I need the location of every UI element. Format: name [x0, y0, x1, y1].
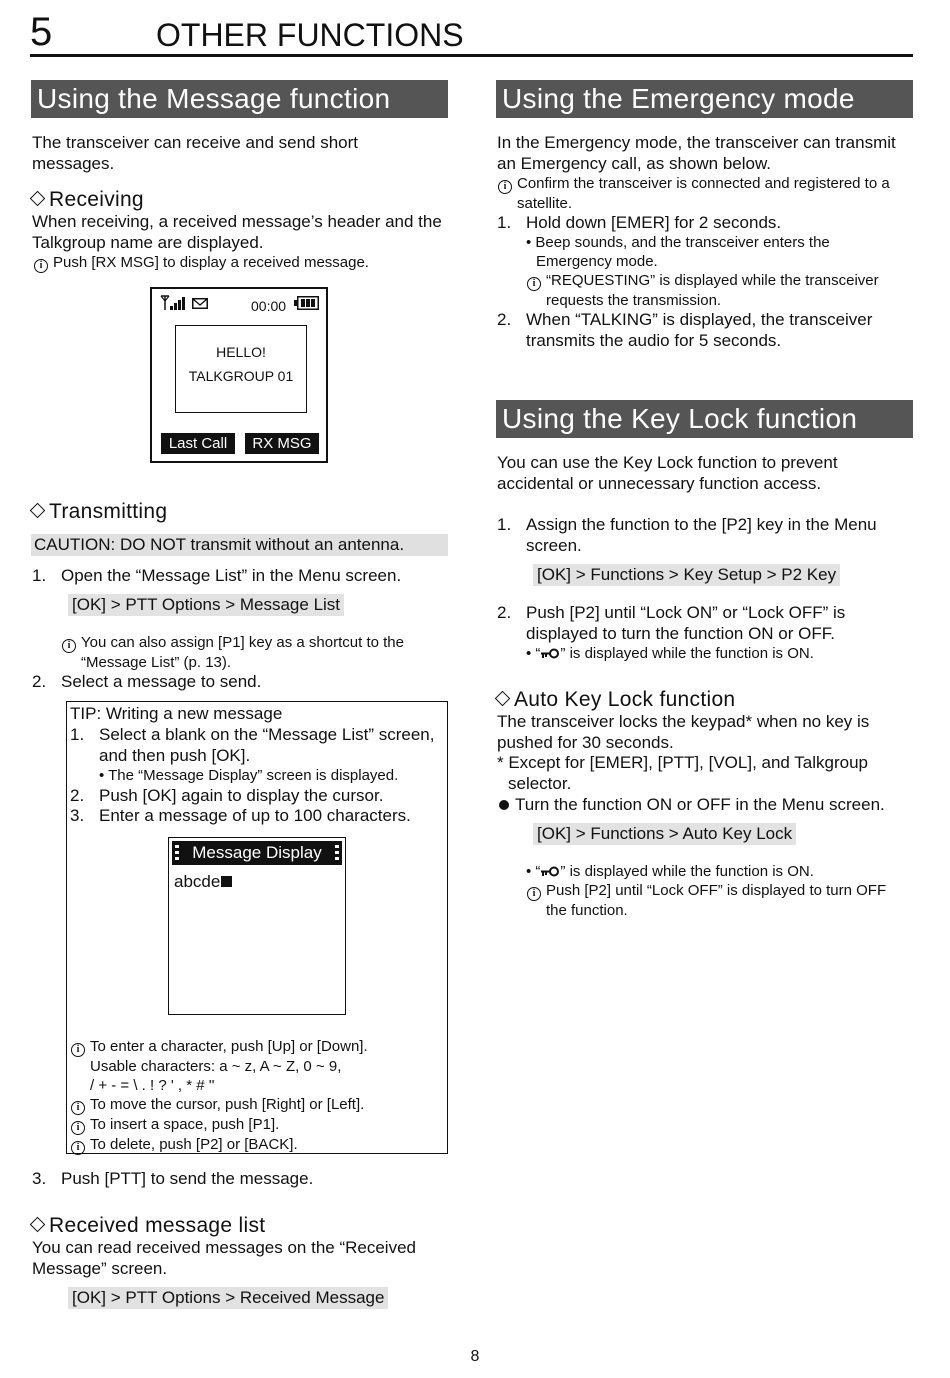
step-text: Open the “Message List” in the Menu screen. [61, 566, 402, 585]
transmit-step-3 [32, 1169, 452, 1190]
keylock-step-2 [497, 603, 917, 644]
page-number: 8 [470, 1348, 480, 1365]
emergency-section-title: Using the Emergency mode [496, 80, 913, 118]
text-line: You can use the Key Lock function to prevent [497, 453, 838, 472]
info-icon: i [527, 277, 541, 291]
note-line: “Message List” (p. 13). [81, 654, 232, 671]
receiving-note [34, 253, 369, 273]
header-rule [30, 54, 913, 57]
last-call-softkey[interactable]: Last Call [161, 433, 235, 454]
rx-msg-softkey[interactable]: RX MSG [245, 433, 319, 454]
receiving-heading [28, 188, 144, 212]
note-line: To move the cursor, push [Right] or [Left]. [90, 1096, 365, 1113]
message-intro [32, 133, 452, 174]
step-text-line: and then push [OK]. [99, 745, 251, 765]
receiving-note-text: Push [RX MSG] to display a received message. [53, 254, 369, 271]
message-intro-line: messages. [32, 153, 115, 173]
step-text-line: transmits the audio for 5 seconds. [526, 330, 782, 350]
diamond-icon [30, 1217, 46, 1233]
tip-title: TIP: Writing a new message [70, 704, 283, 723]
note-line: To insert a space, push [P1]. [90, 1116, 280, 1133]
info-icon: i [498, 180, 512, 194]
keylock-intro [497, 453, 917, 494]
step-text-line: displayed to turn the function ON or OFF. [526, 623, 835, 643]
key-setup-path [533, 564, 840, 586]
menu-path: [OK] > PTT Options > Received Message [68, 1287, 388, 1309]
step-text: Select a message to send. [61, 672, 262, 691]
bullet-line: Emergency mode. [536, 253, 658, 270]
typed-text: abcde [174, 872, 221, 891]
tip-step-3 [70, 806, 448, 827]
note-line: Push [P2] until “Lock OFF” is displayed to turn OFF [546, 882, 887, 899]
step-text-line: Assign the function to the [P2] key in the Menu [526, 515, 877, 534]
preview-line-1: HELLO! [216, 344, 266, 360]
bullet-dot-icon [499, 800, 509, 810]
note-line: Confirm the transceiver is connected and registered to a [517, 175, 890, 192]
message-section-title: Using the Message function [31, 80, 448, 118]
step-text: Push [PTT] to send the message. [61, 1169, 314, 1188]
note-line: satellite. [517, 195, 573, 212]
note-line: requests the transmission. [546, 292, 722, 309]
text-line: The transceiver locks the keypad* when no key is [497, 712, 870, 731]
tip-step-2 [70, 786, 448, 807]
transmitting-heading [28, 500, 167, 524]
text-line: accidental or unnecessary function access. [497, 473, 822, 493]
step-number: 3. [70, 806, 85, 825]
info-icon: i [71, 1121, 85, 1135]
emergency-step-2 [497, 310, 917, 351]
text-line: * Except for [EMER], [PTT], [VOL], and Talkgroup [497, 753, 869, 772]
menu-path: [OK] > Functions > Auto Key Lock [533, 823, 796, 845]
text-line: pushed for 30 seconds. [497, 732, 674, 752]
key-lock-icon [540, 866, 560, 877]
auto-keylock-heading [493, 688, 735, 712]
received-list-heading-text: Received message list [49, 1214, 266, 1237]
message-input-text[interactable] [174, 872, 232, 892]
note-line: the function. [546, 902, 628, 919]
emergency-step-1 [497, 213, 917, 234]
key-lock-icon [540, 648, 560, 659]
info-icon: i [527, 887, 541, 901]
envelope-icon [192, 298, 208, 309]
note-line: You can also assign [P1] key as a shortcut to the [81, 634, 404, 651]
transmitting-heading-text: Transmitting [49, 500, 168, 523]
received-message-screen [150, 287, 328, 463]
transmit-step-2 [32, 672, 452, 693]
info-icon: i [62, 639, 76, 653]
keylock-step-1 [497, 515, 917, 556]
diamond-icon [495, 691, 511, 707]
tip-step-1-bullet: • The “Message Display” screen is displayed. [99, 767, 399, 784]
text-line: In the Emergency mode, the transceiver can transmit [497, 133, 896, 152]
message-display-titlebar [172, 841, 342, 865]
bullet-prefix: • “ [526, 645, 541, 662]
bullet-text: Turn the function ON or OFF in the Menu screen. [515, 795, 885, 814]
text-line: an Emergency call, as shown below. [497, 153, 772, 173]
receiving-text-line: When receiving, a received message’s header and the [32, 212, 442, 231]
step-number: 1. [497, 515, 512, 534]
auto-keylock-path [533, 823, 796, 845]
note-line: To enter a character, push [Up] or [Down]. [90, 1038, 368, 1055]
emergency-note [498, 174, 918, 213]
emergency-step-1-note [527, 271, 917, 310]
bullet-text: ” is displayed while the function is ON. [560, 645, 814, 662]
note-line: Usable characters: a ~ z, A ~ Z, 0 ~ 9, [90, 1058, 342, 1075]
transmit-step-1-note [62, 633, 442, 672]
message-display-screen [168, 837, 346, 1015]
chapter-title: OTHER FUNCTIONS [156, 17, 464, 53]
bullet-prefix: • “ [526, 863, 541, 880]
step-number: 1. [70, 725, 85, 744]
message-display-title: Message Display [192, 843, 322, 862]
bullet-text: ” is displayed while the function is ON. [560, 863, 814, 880]
chapter-number: 5 [30, 10, 53, 54]
signal-antenna-icon [160, 295, 188, 311]
auto-keylock-bullet-2 [526, 862, 814, 881]
auto-keylock-bullet [499, 795, 919, 816]
step-number: 2. [497, 603, 512, 622]
diamond-icon [30, 191, 46, 207]
emergency-intro [497, 133, 917, 174]
step-text: Push [OK] again to display the cursor. [99, 786, 384, 805]
preview-line-2: TALKGROUP 01 [188, 368, 294, 384]
diamond-icon [30, 503, 46, 519]
step-number: 2. [32, 672, 47, 691]
menu-path: [OK] > Functions > Key Setup > P2 Key [533, 564, 840, 586]
keylock-step-2-bullet [526, 644, 814, 663]
step-text-line: Select a blank on the “Message List” screen, [99, 725, 435, 744]
message-preview-box [175, 325, 307, 413]
menu-path: [OK] > PTT Options > Message List [68, 594, 344, 616]
receiving-text [32, 212, 452, 253]
step-text-line: screen. [526, 535, 582, 555]
text-line: selector. [508, 773, 572, 793]
scroll-marker-icon [175, 845, 179, 861]
text-line: Message” screen. [32, 1258, 168, 1278]
auto-keylock-heading-text: Auto Key Lock function [514, 688, 736, 711]
note-line: “REQUESTING” is displayed while the transceiver [546, 272, 879, 289]
step-number: 1. [497, 213, 512, 232]
received-list-text [32, 1238, 452, 1279]
note-line: To delete, push [P2] or [BACK]. [90, 1136, 298, 1153]
transmit-step-1 [32, 566, 452, 587]
battery-icon [294, 296, 319, 310]
info-icon: i [71, 1043, 85, 1057]
tip-step-1 [70, 725, 448, 766]
bullet-line: • Beep sounds, and the transceiver enters the [526, 234, 830, 251]
info-icon: i [71, 1101, 85, 1115]
scroll-marker-icon [335, 845, 339, 861]
cursor-block-icon [221, 876, 232, 887]
step-number: 3. [32, 1169, 47, 1188]
receiving-text-line: Talkgroup name are displayed. [32, 232, 264, 252]
info-icon: i [71, 1141, 85, 1155]
info-icon: i [34, 259, 48, 273]
step-text: Hold down [EMER] for 2 seconds. [526, 213, 782, 232]
step-number: 1. [32, 566, 47, 585]
note-line: / + - = \ . ! ? ' , * # '' [90, 1077, 215, 1094]
keylock-section-title: Using the Key Lock function [496, 400, 913, 438]
step-text-line: When “TALKING” is displayed, the transceiver [526, 310, 873, 329]
auto-keylock-note [527, 881, 917, 920]
auto-keylock-asterisk [497, 753, 917, 794]
step-text-line: Push [P2] until “Lock ON” or “Lock OFF” is [526, 603, 846, 622]
received-message-path [68, 1287, 388, 1309]
text-line: You can read received messages on the “Received [32, 1238, 416, 1257]
emergency-step-1-bullet [526, 233, 916, 271]
step-number: 2. [497, 310, 512, 329]
received-list-heading [28, 1214, 265, 1238]
clock-time: 00:00 [251, 298, 287, 314]
tip-notes [71, 1037, 441, 1155]
message-intro-line: The transceiver can receive and send short [32, 133, 359, 152]
auto-keylock-text [497, 712, 917, 753]
step-text: Enter a message of up to 100 characters. [99, 806, 411, 825]
caution-banner: CAUTION: DO NOT transmit without an antenna. [31, 534, 448, 556]
message-list-path [68, 594, 344, 616]
receiving-heading-text: Receiving [49, 188, 144, 211]
step-number: 2. [70, 786, 85, 805]
